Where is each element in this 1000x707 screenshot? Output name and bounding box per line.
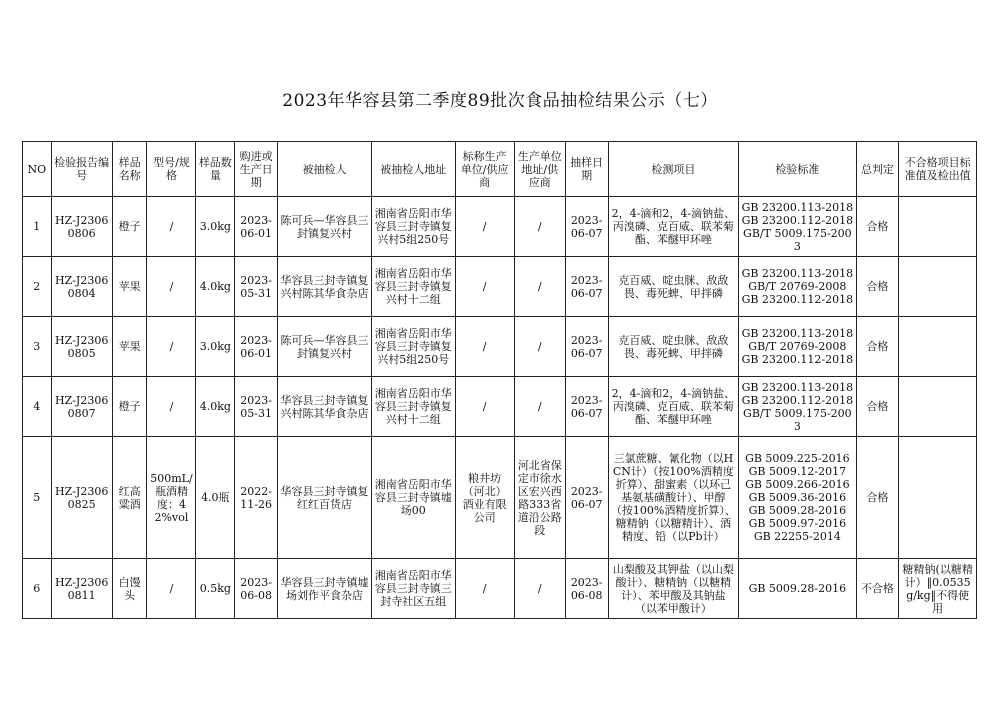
cell-sample-date: 2023-06-07 — [565, 257, 608, 317]
cell-verdict: 不合格 — [856, 559, 899, 619]
header-cell: 被抽检人 — [278, 142, 372, 197]
standard-line: GB 23200.112-2018 — [741, 393, 854, 407]
cell-quantity: 4.0kg — [196, 257, 235, 317]
cell-test-items: 2，4-滴和2，4-滴钠盐、丙溴磷、克百威、联苯菊酯、苯醚甲环唑 — [608, 377, 739, 437]
cell-fail-details — [899, 257, 977, 317]
cell-no: 5 — [23, 437, 52, 559]
cell-inspectee: 华容县三封寺镇墟场刘作平食杂店 — [278, 559, 372, 619]
cell-inspectee-address: 湘南省岳阳市华容县三封寺镇复兴村5组250号 — [371, 317, 455, 377]
cell-sample-date: 2023-06-07 — [565, 437, 608, 559]
cell-spec: / — [147, 377, 196, 437]
results-table — [22, 141, 977, 619]
cell-quantity: 3.0kg — [196, 317, 235, 377]
cell-sample-name: 白馒头 — [112, 559, 147, 619]
header-cell: 样品名称 — [112, 142, 147, 197]
cell-sample-name: 橙子 — [112, 377, 147, 437]
header-cell: 生产单位地址/供应商 — [514, 142, 565, 197]
cell-spec: / — [147, 317, 196, 377]
cell-quantity: 4.0瓶 — [196, 437, 235, 559]
standard-line: GB 5009.97-2016 — [748, 517, 847, 530]
standard-line: GB 23200.113-2018 — [741, 327, 854, 340]
cell-purchase-date: 2023-05-31 — [235, 257, 278, 317]
cell-purchase-date: 2023-06-01 — [235, 317, 278, 377]
standard-line: GB 23200.112-2018 — [741, 213, 854, 227]
cell-producer-address: / — [514, 559, 565, 619]
standard-line: GB 5009.266-2016 — [745, 478, 850, 491]
cell-verdict: 合格 — [856, 257, 899, 317]
cell-spec: / — [147, 197, 196, 257]
cell-no: 6 — [23, 559, 52, 619]
cell-purchase-date: 2023-06-08 — [235, 559, 278, 619]
cell-sample-name: 红高粱酒 — [112, 437, 147, 559]
standard-line: GB/T 5009.175-2003 — [743, 226, 852, 253]
cell-standards — [739, 437, 856, 559]
cell-purchase-date: 2022-11-26 — [235, 437, 278, 559]
cell-no: 3 — [23, 317, 52, 377]
header-cell: 检测项目 — [608, 142, 739, 197]
header-cell: 标称生产单位/供应商 — [455, 142, 514, 197]
standard-line: GB 5009.225-2016 — [745, 452, 850, 465]
cell-report-number: HZ-J23060805 — [51, 317, 112, 377]
cell-producer: / — [455, 559, 514, 619]
cell-producer: / — [455, 197, 514, 257]
cell-spec: 500mL/瓶酒精度：42%vol — [147, 437, 196, 559]
cell-sample-date: 2023-06-07 — [565, 317, 608, 377]
cell-purchase-date: 2023-06-01 — [235, 197, 278, 257]
cell-test-items: 山梨酸及其钾盐（以山梨酸计）、糖精钠（以糖精计）、苯甲酸及其钠盐（以苯甲酸计） — [608, 559, 739, 619]
cell-no: 2 — [23, 257, 52, 317]
cell-spec: / — [147, 257, 196, 317]
cell-inspectee: 华容县三封寺镇复红红百货店 — [278, 437, 372, 559]
cell-report-number: HZ-J23060804 — [51, 257, 112, 317]
cell-spec: / — [147, 559, 196, 619]
standard-line: GB 23200.113-2018 — [741, 200, 854, 214]
cell-inspectee: 华容县三封寺镇复兴村陈其华食杂店 — [278, 377, 372, 437]
cell-quantity: 3.0kg — [196, 197, 235, 257]
table-row — [23, 317, 977, 377]
standard-line: GB 23200.113-2018 — [741, 380, 854, 394]
cell-inspectee-address: 湘南省岳阳市华容县三封寺镇复兴村十二组 — [371, 377, 455, 437]
cell-quantity: 4.0kg — [196, 377, 235, 437]
cell-purchase-date: 2023-05-31 — [235, 377, 278, 437]
cell-standards — [739, 317, 856, 377]
cell-test-items: 克百威、啶虫脒、敌敌畏、毒死蜱、甲拌磷 — [608, 257, 739, 317]
table-row — [23, 197, 977, 257]
header-cell: 检验报告编号 — [51, 142, 112, 197]
cell-sample-date: 2023-06-08 — [565, 559, 608, 619]
cell-fail-details — [899, 437, 977, 559]
cell-producer: / — [455, 317, 514, 377]
page-title: 2023年华容县第二季度89批次食品抽检结果公示（七） — [282, 91, 718, 111]
table-row — [23, 559, 977, 619]
table-row — [23, 437, 977, 559]
cell-verdict: 合格 — [856, 377, 899, 437]
cell-inspectee-address: 湘南省岳阳市华容县三封寺镇三封寺社区五组 — [371, 559, 455, 619]
header-cell: 样品数量 — [196, 142, 235, 197]
table-header-row — [23, 142, 977, 197]
cell-standards — [739, 257, 856, 317]
cell-inspectee: 华容县三封寺镇复兴村陈其华食杂店 — [278, 257, 372, 317]
cell-no: 4 — [23, 377, 52, 437]
cell-standards — [739, 197, 856, 257]
cell-report-number: HZ-J23060811 — [51, 559, 112, 619]
cell-report-number: HZ-J23060806 — [51, 197, 112, 257]
cell-verdict: 合格 — [856, 437, 899, 559]
header-cell: 被抽检人地址 — [371, 142, 455, 197]
header-cell: 检验标准 — [739, 142, 856, 197]
standard-line: GB/T 20769-2008 — [748, 340, 847, 353]
cell-sample-name: 橙子 — [112, 197, 147, 257]
standard-line: GB 22255-2014 — [753, 530, 841, 543]
cell-test-items: 克百威、啶虫脒、敌敌畏、毒死蜱、甲拌磷 — [608, 317, 739, 377]
header-cell: 不合格项目标准值及检出值 — [899, 142, 977, 197]
standard-line: GB/T 5009.175-2003 — [743, 406, 852, 433]
cell-producer-address: / — [514, 197, 565, 257]
header-cell: 抽样日期 — [565, 142, 608, 197]
cell-inspectee-address: 湘南省岳阳市华容县三封寺镇墟场00 — [371, 437, 455, 559]
cell-producer-address: / — [514, 377, 565, 437]
cell-fail-details — [899, 197, 977, 257]
cell-producer-address: / — [514, 257, 565, 317]
standard-line: GB/T 20769-2008 — [748, 280, 847, 293]
standard-line: GB 5009.28-2016 — [748, 582, 847, 595]
header-cell: NO — [23, 142, 52, 197]
cell-fail-details — [899, 317, 977, 377]
cell-standards — [739, 559, 856, 619]
cell-verdict: 合格 — [856, 197, 899, 257]
cell-producer-address: / — [514, 317, 565, 377]
standard-line: GB 23200.113-2018 — [741, 267, 854, 280]
cell-inspectee-address: 湘南省岳阳市华容县三封寺镇复兴村十二组 — [371, 257, 455, 317]
cell-producer-address: 河北省保定市徐水区宏兴西路333省道沿公路段 — [514, 437, 565, 559]
cell-inspectee: 陈可兵—华容县三封镇复兴村 — [278, 197, 372, 257]
cell-verdict: 合格 — [856, 317, 899, 377]
cell-sample-name: 苹果 — [112, 257, 147, 317]
standard-line: GB 5009.36-2016 — [748, 491, 847, 504]
cell-fail-details — [899, 377, 977, 437]
cell-test-items: 2，4-滴和2，4-滴钠盐、丙溴磷、克百威、联苯菊酯、苯醚甲环唑 — [608, 197, 739, 257]
cell-report-number: HZ-J23060807 — [51, 377, 112, 437]
cell-fail-details: 糖精钠(以糖精计）‖0.0535g/kg‖不得使用 — [899, 559, 977, 619]
cell-test-items: 三氯蔗糖、氰化物（以HCN计）（按100%酒精度折算）、甜蜜素（以环己基氨基磺酸计）、甲醇（按100%酒精度折算）、糖精钠（以糖精计）、酒精度、铅（以Pb计） — [608, 437, 739, 559]
cell-producer: / — [455, 257, 514, 317]
standard-line: GB 23200.112-2018 — [741, 353, 854, 366]
cell-producer: 粮井坊（河北）酒业有限公司 — [455, 437, 514, 559]
header-cell: 购进或生产日期 — [235, 142, 278, 197]
header-cell: 总判定 — [856, 142, 899, 197]
header-cell: 型号/规格 — [147, 142, 196, 197]
cell-inspectee: 陈可兵—华容县三封镇复兴村 — [278, 317, 372, 377]
standard-line: GB 23200.112-2018 — [741, 293, 854, 306]
table-body — [23, 197, 977, 619]
cell-standards — [739, 377, 856, 437]
cell-producer: / — [455, 377, 514, 437]
cell-no: 1 — [23, 197, 52, 257]
standard-line: GB 5009.12-2017 — [748, 465, 847, 478]
cell-inspectee-address: 湘南省岳阳市华容县三封寺镇复兴村5组250号 — [371, 197, 455, 257]
cell-sample-date: 2023-06-07 — [565, 197, 608, 257]
standard-line: GB 5009.28-2016 — [748, 504, 847, 517]
table-row — [23, 257, 977, 317]
cell-quantity: 0.5kg — [196, 559, 235, 619]
cell-report-number: HZ-J23060825 — [51, 437, 112, 559]
table-row — [23, 377, 977, 437]
cell-sample-date: 2023-06-07 — [565, 377, 608, 437]
cell-sample-name: 苹果 — [112, 317, 147, 377]
